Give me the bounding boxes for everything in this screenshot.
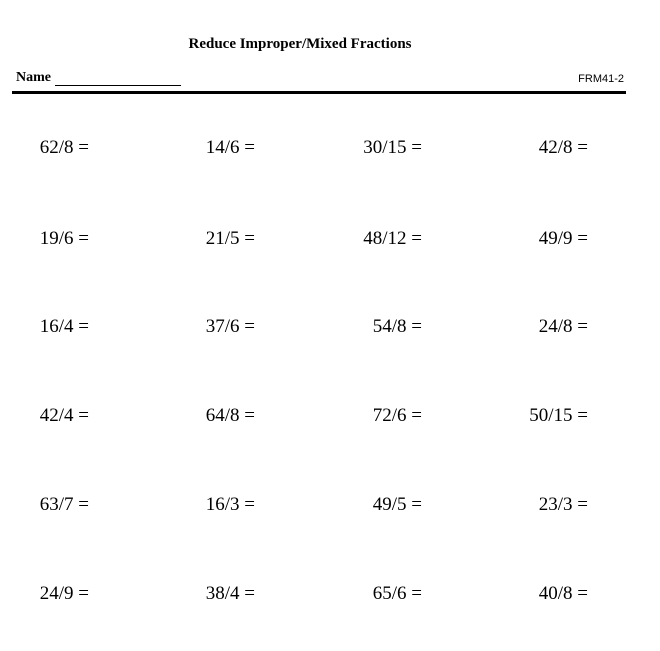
worksheet-title: Reduce Improper/Mixed Fractions [188, 36, 412, 52]
form-code: FRM41-2 [578, 73, 624, 85]
problem: 54/8 = [372, 316, 422, 337]
problem: 49/5 = [372, 494, 422, 515]
problem: 24/9 = [39, 583, 89, 604]
problem: 40/8 = [538, 583, 588, 604]
problem: 38/4 = [205, 583, 255, 604]
problem: 37/6 = [205, 316, 255, 337]
problem: 49/9 = [538, 228, 588, 249]
problem: 48/12 = [363, 228, 422, 249]
problem: 72/6 = [372, 405, 422, 426]
problem: 16/4 = [39, 316, 89, 337]
problem: 30/15 = [363, 137, 422, 158]
problem: 65/6 = [372, 583, 422, 604]
name-field [16, 70, 181, 86]
problem: 21/5 = [205, 228, 255, 249]
problem: 23/3 = [538, 494, 588, 515]
problem: 64/8 = [205, 405, 255, 426]
problem: 42/8 = [538, 137, 588, 158]
problem: 14/6 = [205, 137, 255, 158]
problem: 19/6 = [39, 228, 89, 249]
problem: 63/7 = [39, 494, 89, 515]
problem: 42/4 = [39, 405, 89, 426]
name-blank-line[interactable] [55, 71, 181, 86]
header-divider [12, 91, 626, 94]
problem: 24/8 = [538, 316, 588, 337]
name-label: Name [16, 70, 51, 85]
problem: 16/3 = [205, 494, 255, 515]
problem: 62/8 = [39, 137, 89, 158]
problem: 50/15 = [529, 405, 588, 426]
